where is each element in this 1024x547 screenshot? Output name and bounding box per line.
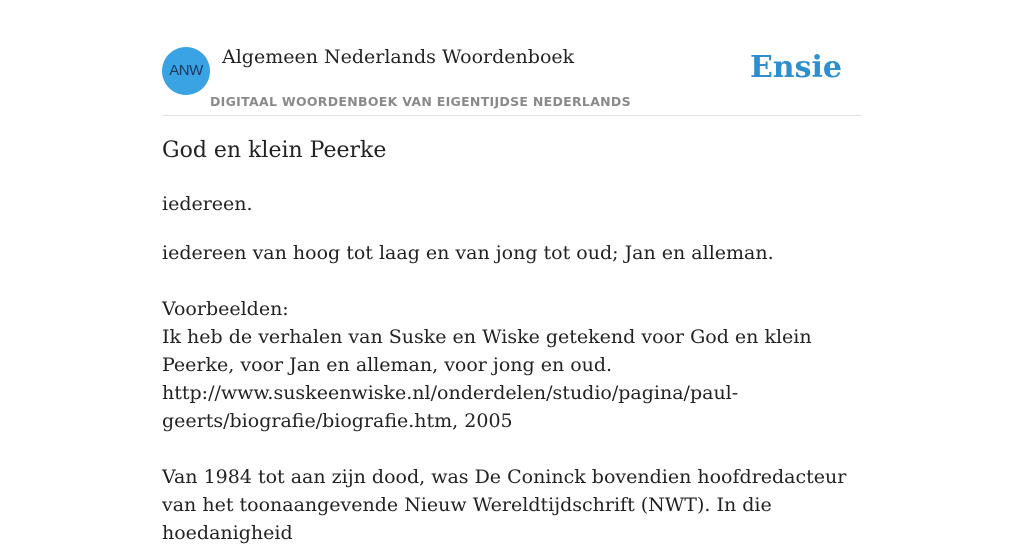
dictionary-name[interactable]: Algemeen Nederlands Woordenboek [222, 46, 575, 68]
example-text: Van 1984 tot aan zijn dood, was De Coninck bovendien hoofdredacteur van het toonaangevende Nieuw Wereldtijdschrift (NWT). In die hoedanigheid [162, 466, 847, 544]
site-header [162, 46, 862, 116]
dictionary-subtitle: DIGITAAL WOORDENBOEK VAN EIGENTIJDSE NEDERLANDS [210, 94, 631, 109]
spacer [162, 435, 862, 463]
example-text: Ik heb de verhalen van Suske en Wiske getekend voor God en klein Peerke, voor Jan en alleman, voor jong en oud. [162, 326, 812, 376]
short-definition: iedereen. [162, 193, 253, 215]
entry-body [162, 239, 862, 547]
full-definition: iedereen van hoog tot laag en van jong tot oud; Jan en alleman. [162, 242, 774, 264]
examples-label: Voorbeelden: [162, 298, 289, 320]
ensie-brand-link[interactable]: Ensie [749, 50, 842, 85]
spacer [162, 267, 862, 295]
anw-logo[interactable]: ANW [162, 47, 210, 95]
example-source: http://www.suskeenwiske.nl/onderdelen/studio/pagina/paul-geerts/biografie/biografie.htm, 2005 [162, 382, 739, 432]
entry-term: God en klein Peerke [162, 138, 387, 163]
